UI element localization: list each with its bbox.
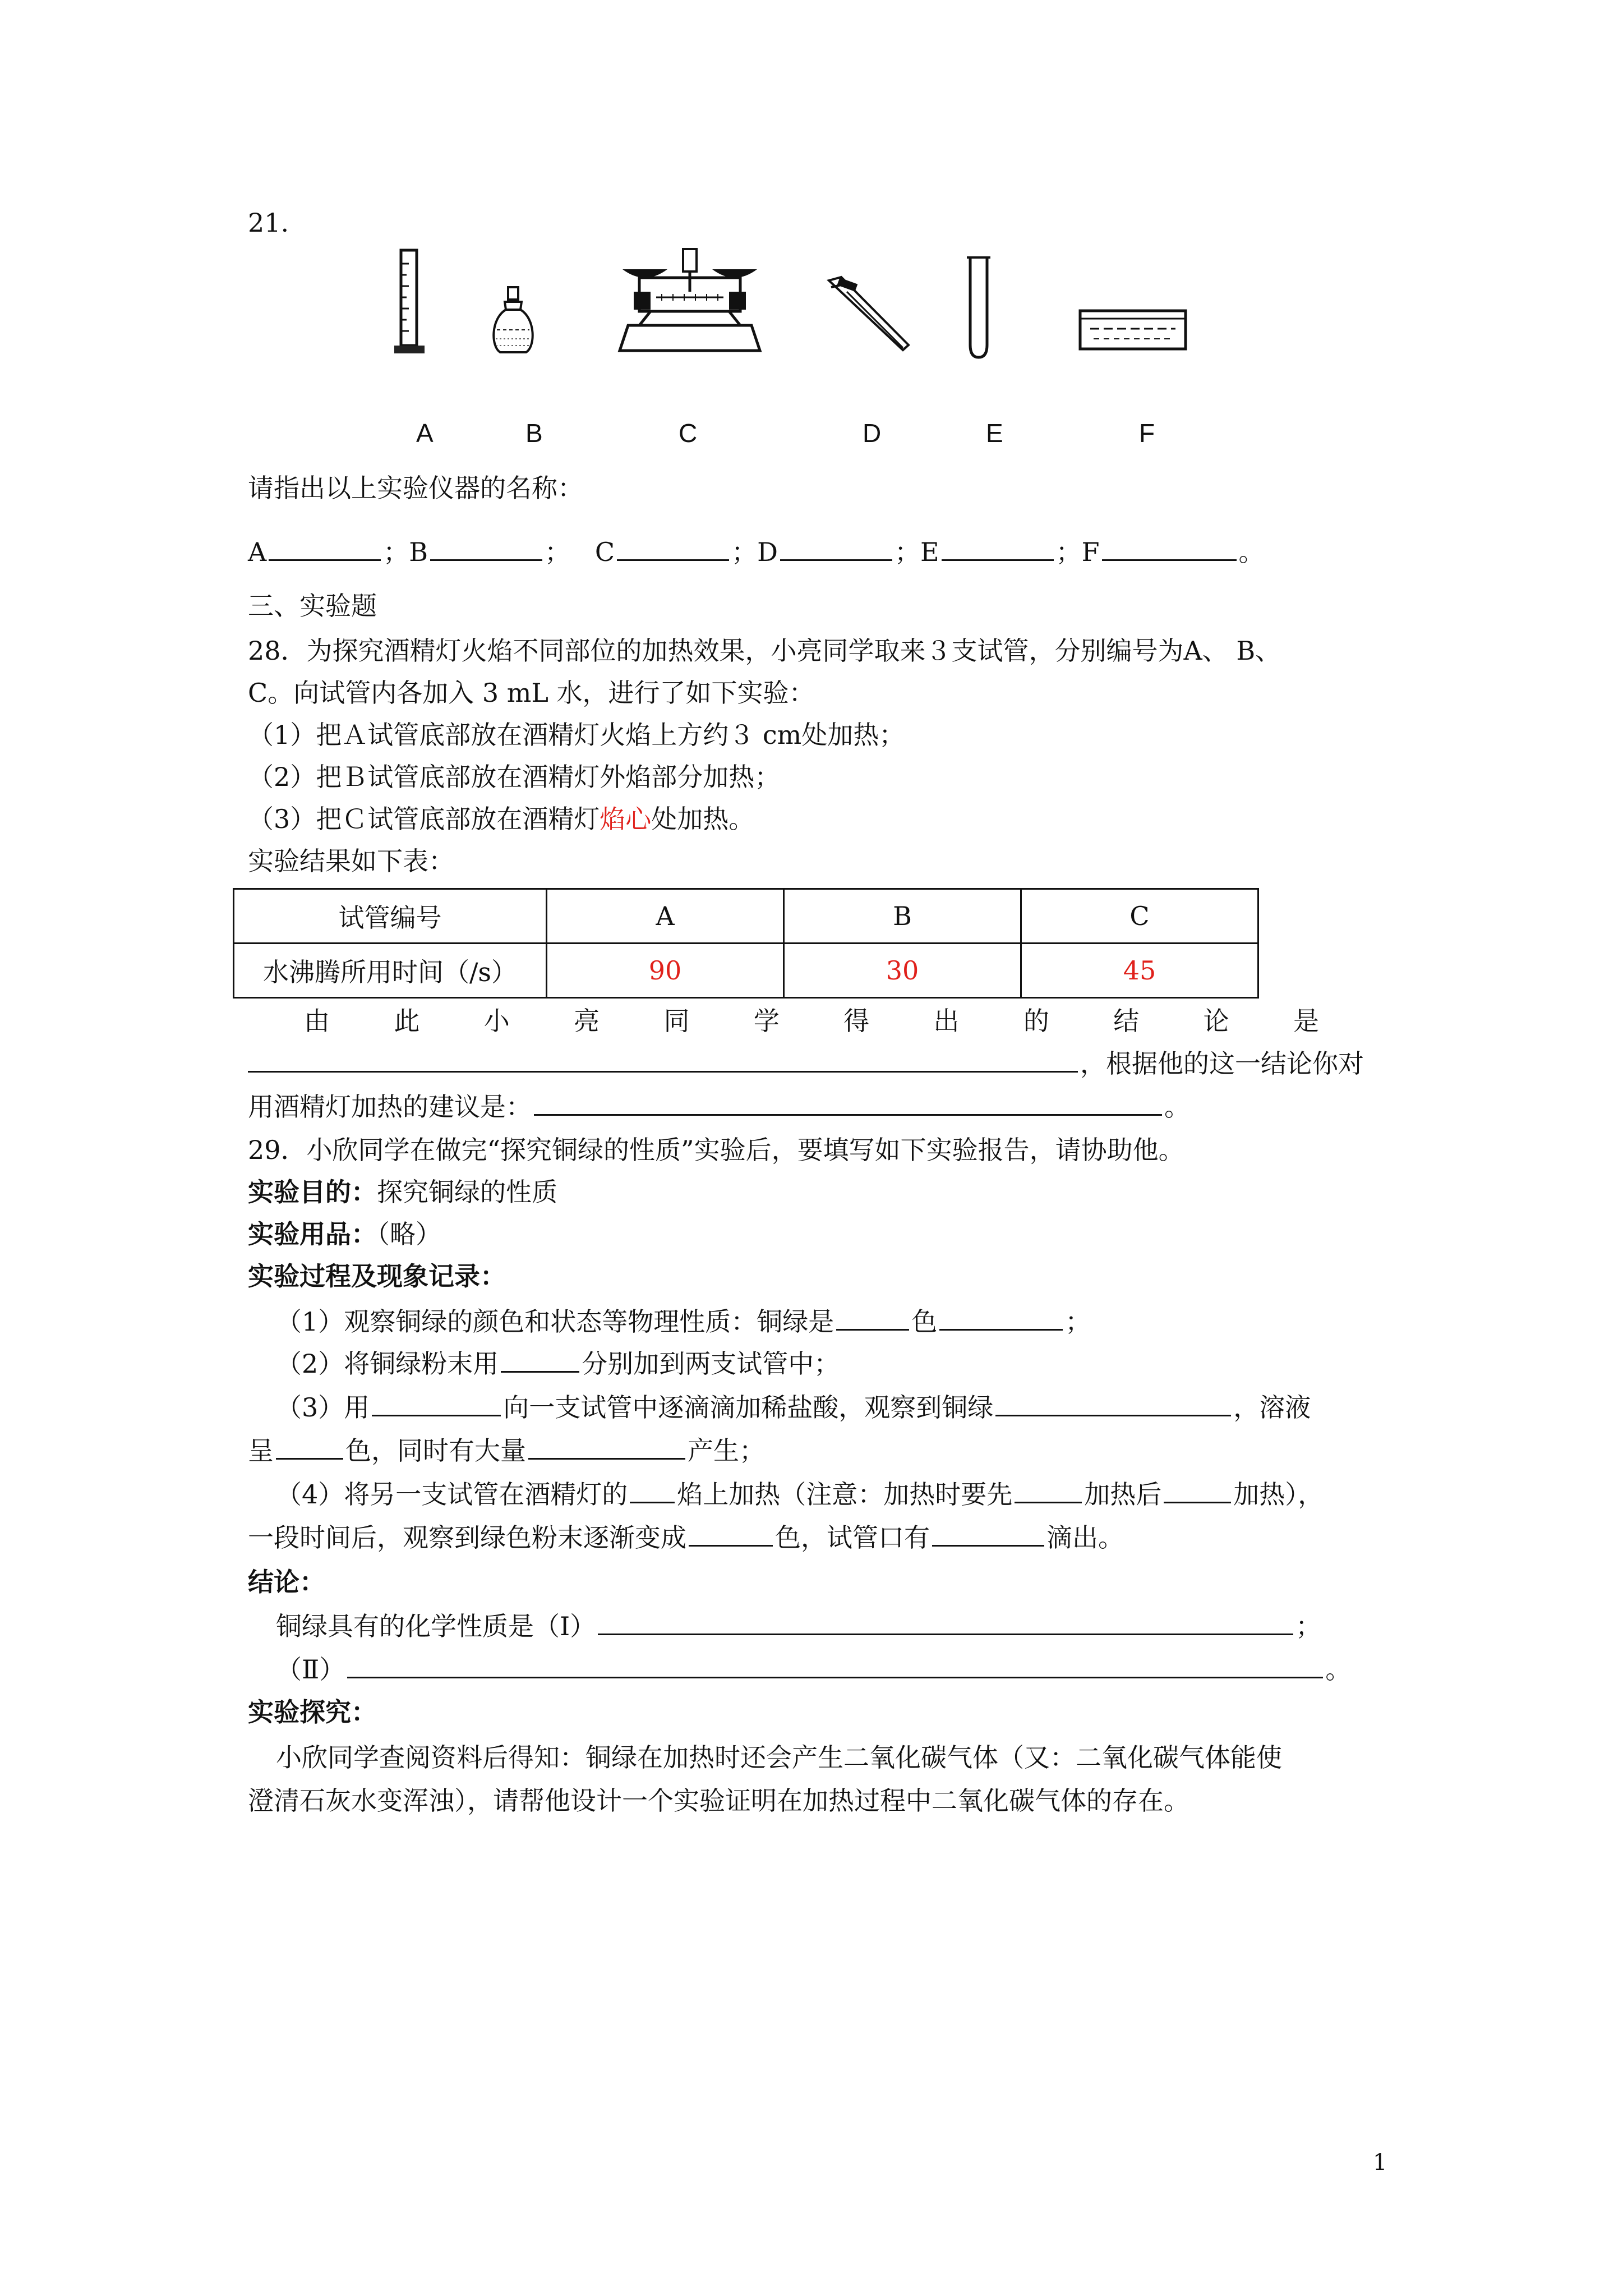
q29-process-4-cont [248,1520,1124,1554]
process-1-color: 色 [911,1306,938,1337]
q29-conclusion-label: 结论： [248,1567,325,1597]
process-2-end: 分别加到两支试管中； [582,1349,840,1379]
process-3-gas: 色，同时有大量 [345,1435,526,1466]
solution-color-blank[interactable] [276,1433,343,1460]
apparatus-label-e: E [986,418,1003,448]
apparatus-label-a: A [416,418,434,448]
materials-text: （略） [377,1219,441,1249]
table-cell: 45 [1021,944,1258,998]
q29-explore-line-1: 小欣同学查阅资料后得知：铜绿在加热时还会产生二氧化碳气体（又：二氧化碳气体能使 [276,1742,1282,1773]
conclusion-char: 出 [933,1006,960,1036]
process-3-observe: 向一支试管中逐滴滴加稀盐酸，观察到铜绿 [503,1392,994,1423]
q28-conclusion-blank-line [248,1046,1364,1080]
q28-result-intro: 实验结果如下表： [248,846,454,876]
test-tube-icon [965,255,993,362]
property-1-blank[interactable] [598,1609,1293,1635]
answer-c-label: C [594,537,615,567]
table-header-cell: C [1021,889,1258,944]
q28-step-3-text: （3）把Ｃ试管底部放在酒精灯 [248,804,600,834]
q29-explore-label: 实验探究： [248,1697,377,1727]
answer-d-blank[interactable] [780,535,892,561]
conclusion-1-end: ； [1295,1611,1322,1641]
answer-e-label: ；E [895,537,939,567]
instrument-blank[interactable] [372,1390,501,1416]
process-4-note: 焰上加热（注意：加热时要先 [677,1479,1013,1510]
gas-blank[interactable] [528,1433,685,1460]
conclusion-2-text: （Ⅱ） [276,1654,345,1685]
suggestion-label: 用酒精灯加热的建议是： [248,1092,532,1122]
state-blank[interactable] [939,1304,1063,1331]
apparatus-label-b: B [525,418,543,448]
answer-d-label: ；D [731,537,778,567]
apparatus-label-c: C [679,418,698,448]
conclusion-1-text: 铜绿具有的化学性质是（Ⅰ） [276,1611,596,1641]
conclusion-char: 亮 [574,1006,600,1036]
q29-intro: 29．小欣同学在做完“探究铜绿的性质”实验后，要填写如下实验报告，请协助他。 [248,1135,1184,1165]
trough-icon [1077,307,1189,352]
table-cell: 90 [547,944,784,998]
answer-e-blank[interactable] [942,535,1054,561]
tool-blank[interactable] [501,1346,579,1373]
suggestion-end: 。 [1164,1092,1190,1122]
q29-materials [248,1217,441,1251]
conclusion-char: 结 [1113,1006,1140,1036]
table-cell: 水沸腾所用时间（/s） [234,944,547,998]
observation-blank[interactable] [995,1390,1231,1416]
q29-explore-line-2: 澄清石灰水变浑浊），请帮他设计一个实验证明在加热过程中二氧化碳气体的存在。 [248,1786,1189,1816]
conclusion-char: 得 [843,1006,870,1036]
then-heat-blank[interactable] [1164,1477,1231,1503]
table-row [234,944,1258,998]
answer-f-label: ；F [1055,537,1100,567]
answer-a-blank[interactable] [269,535,381,561]
answer-a-label: A [248,537,267,567]
question-21-prompt: 请指出以上实验仪器的名称： [248,473,583,503]
process-2-text: （2）将铜绿粉末用 [276,1349,499,1379]
apparatus-label-d: D [863,418,882,448]
q29-process-label: 实验过程及现象记录： [248,1261,506,1291]
q29-purpose [248,1175,557,1209]
answer-c-blank[interactable] [617,535,729,561]
q28-step-1: （1）把Ａ试管底部放在酒精灯火焰上方约３ cm处加热； [248,720,905,750]
conclusion-char: 学 [753,1006,780,1036]
process-3-text: （3）用 [276,1392,370,1423]
process-4-heat: 加热）， [1233,1479,1324,1510]
q29-process-3-cont [248,1433,765,1467]
conclusion-blank[interactable] [248,1046,1078,1073]
question-21-number: 21. [248,208,289,238]
materials-label: 实验用品： [248,1219,377,1249]
q28-step-3-end: 处加热。 [651,804,755,834]
purpose-text: 探究铜绿的性质 [377,1177,557,1207]
balance-scale-icon [617,247,763,353]
conclusion-char: 由 [304,1006,330,1036]
first-heat-blank[interactable] [1015,1477,1082,1503]
conclusion-tail: ，根据他的这一结论你对 [1080,1048,1364,1079]
color-blank[interactable] [836,1304,909,1331]
answer-end: 。 [1238,537,1265,567]
conclusion-2-end: 。 [1325,1654,1352,1685]
table-header-cell: B [784,889,1021,944]
conclusion-char: 同 [663,1006,690,1036]
table-cell: 30 [784,944,1021,998]
test-tube-holder-icon [824,275,914,353]
q29-conclusion-1 [276,1609,1321,1643]
process-3-solution: ，溶液 [1233,1392,1311,1423]
q29-conclusion-2 [276,1652,1351,1686]
graduated-cylinder-icon [390,247,429,359]
section-heading: 三、实验题 [248,591,377,621]
process-4-then: 加热后 [1084,1479,1162,1510]
q28-conclusion-line [248,1004,1375,1038]
conclusion-char: 的 [1023,1006,1049,1036]
process-3-present: 呈 [248,1435,274,1466]
answer-b-blank[interactable] [430,535,542,561]
q29-process-4 [276,1477,1324,1511]
q28-step-3-highlight: 焰心 [600,804,652,834]
question-21-answer-line [248,535,1265,569]
conclusion-char: 是 [1293,1006,1319,1036]
page-number: 1 [1373,2150,1387,2175]
q28-suggestion-line [248,1089,1190,1124]
table-header-cell: A [547,889,784,944]
answer-f-blank[interactable] [1102,535,1237,561]
results-table [233,888,1259,999]
drip-blank[interactable] [932,1520,1044,1547]
q29-process-1 [276,1304,1091,1338]
table-header-cell: 试管编号 [234,889,547,944]
suggestion-blank[interactable] [534,1089,1162,1116]
apparatus-label-f: F [1139,418,1155,448]
process-3-end: 产生； [688,1435,765,1466]
table-header-row [234,889,1258,944]
conclusion-char: 此 [394,1006,420,1036]
flame-blank[interactable] [630,1477,675,1503]
process-4-text: （4）将另一支试管在酒精灯的 [276,1479,628,1510]
powder-color-blank[interactable] [689,1520,773,1547]
property-2-blank[interactable] [347,1652,1323,1678]
conclusion-char: 论 [1203,1006,1229,1036]
alcohol-lamp-icon [488,285,538,358]
q28-step-3 [248,802,754,836]
conclusion-char: 小 [483,1006,510,1036]
process-4-observe: 一段时间后，观察到绿色粉末逐渐变成 [248,1522,686,1553]
q29-process-3 [276,1390,1311,1424]
process-4-mouth: 色，试管口有 [775,1522,930,1553]
answer-b-label: ；B [383,537,428,567]
q28-step-2: （2）把Ｂ试管底部放在酒精灯外焰部分加热； [248,762,781,792]
process-1-text: （1）观察铜绿的颜色和状态等物理性质：铜绿是 [276,1306,834,1337]
process-1-end: ； [1065,1306,1091,1337]
answer-b-sep: ； [545,537,571,567]
q28-line-1: 28．为探究酒精灯火焰不同部位的加热效果，小亮同学取来３支试管，分别编号为A、 B、 [248,636,1281,666]
process-4-end: 滴出。 [1046,1522,1124,1553]
purpose-label: 实验目的： [248,1177,377,1207]
q29-process-2 [276,1346,840,1381]
q28-line-2: C。向试管内各加入 3 mL 水，进行了如下实验： [248,678,815,708]
